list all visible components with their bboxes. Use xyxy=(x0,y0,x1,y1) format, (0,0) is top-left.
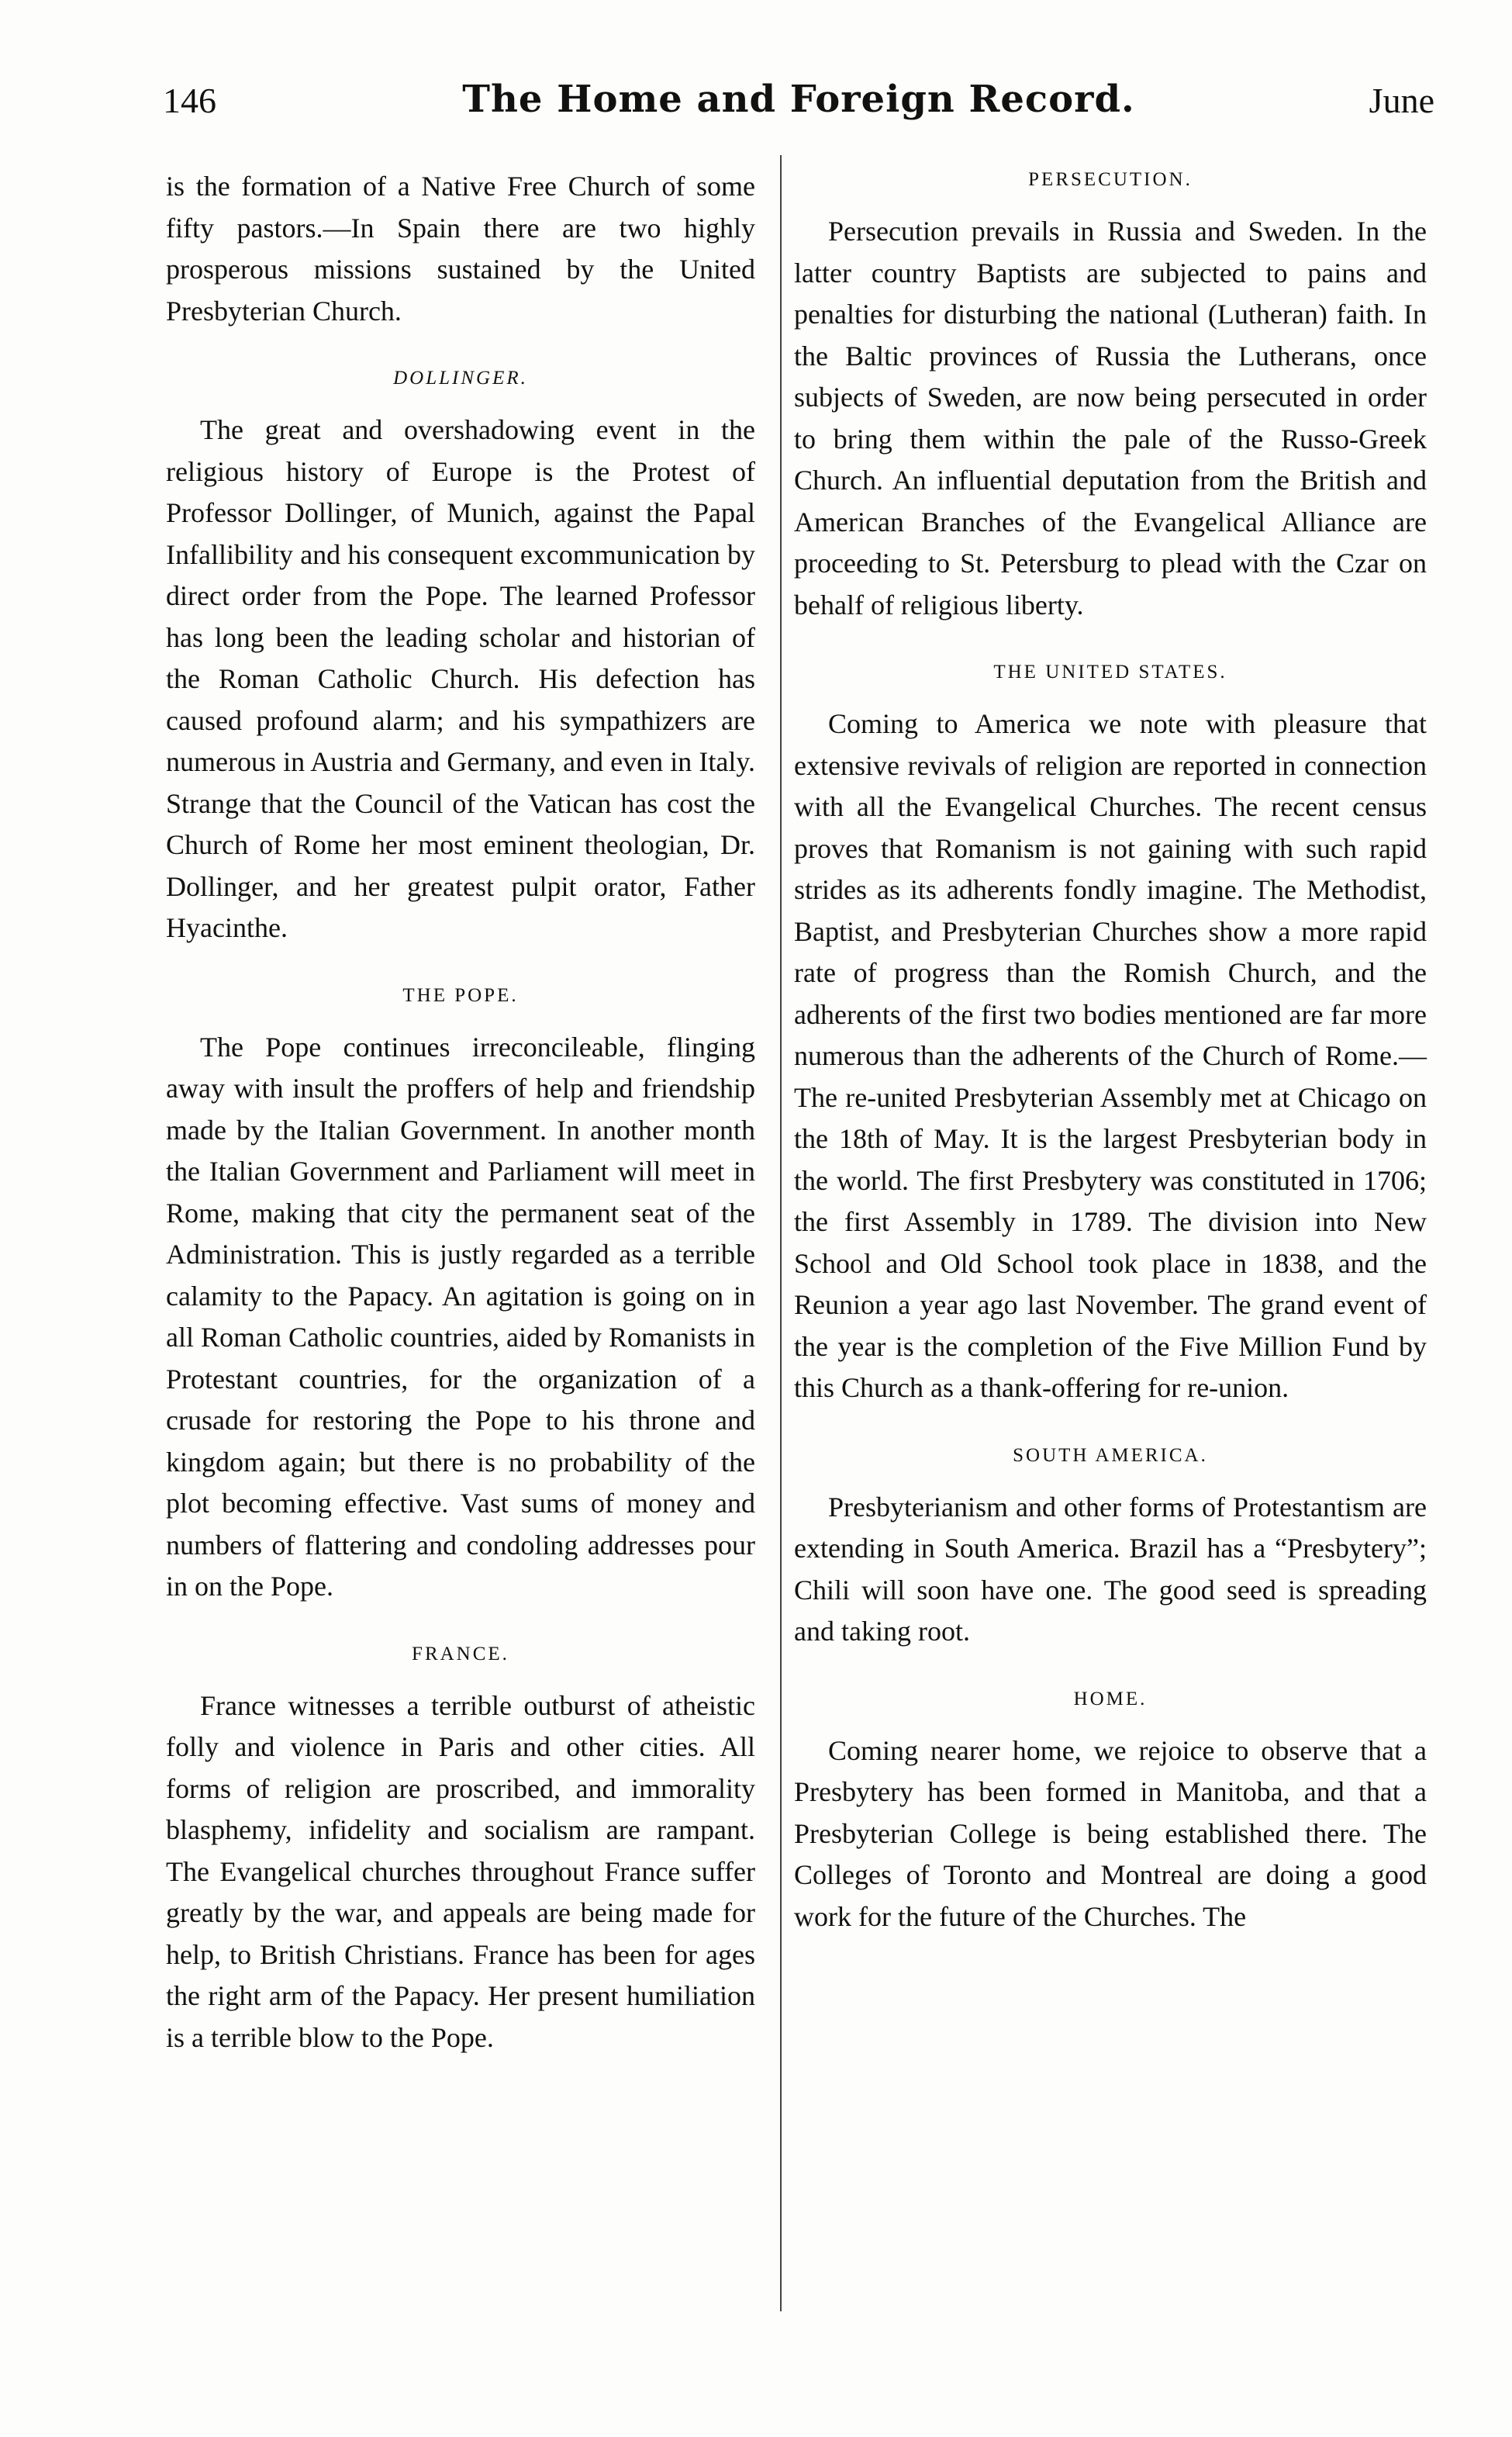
section-text-dollinger: The great and overshadowing event in the religious history of Europe is the Protest of Professor Dollinger, of Munich, against the Papal Infallibility and his consequent excommunication by direct order from the Pope. The learned Professor has long been the leading scholar and historian of the Roman Catholic Church. His defection has caused profound alarm; and his sympathizers are numerous in Austria and Germany, and even in Italy. Strange that the Council of the Vatican has cost the Church of Rome her most eminent theologian, Dr. Dollinger, and her greatest pulpit orator, Father Hyacinthe. xyxy=(166,414,755,943)
issue-month: June xyxy=(1369,81,1434,120)
column-divider xyxy=(780,155,782,2311)
section-heading-persecution: PERSECUTION. xyxy=(1028,169,1193,190)
section-text-home: Coming nearer home, we rejoice to observe that a Presbytery has been formed in Manitoba, and that a Presbyterian College is being established there. The Colleges of Toronto and Montreal are doing a good work for the future of the Churches. The xyxy=(794,1734,1427,1932)
section-text-persecution: Persecution prevails in Russia and Sweden. In the latter country Baptists are subjected to pains and penalties for disturbing the national (Lutheran) faith. In the Baltic provinces of Russia the Lutherans, once subjects of Sweden, are now being persecuted in order to bring them within the pale of the Russo-Greek Church. An influential deputation from the British and American Branches of the Evangelical Alliance are proceeding to St. Petersburg to plead with the Czar on behalf of religious liberty. xyxy=(794,216,1427,620)
section-text-south-america: Presbyterianism and other forms of Protestantism are extending in South America. Brazil has a “Presbytery”; Chili will soon have one. The good seed is spreading and taking root. xyxy=(794,1491,1427,1647)
section-text-the-pope: The Pope continues irreconcileable, flinging away with insult the proffers of help and friendship made by the Italian Government. In another month the Italian Government and Parliament will meet in Rome, making that city the permanent seat of the Administration. This is justly regarded as a terrible calamity to the Papacy. An agitation is going on in all Roman Catholic countries, aided by Romanists in Protestant countries, for the organization of a crusade for restoring the Pope to his throne and kingdom again; but there is no probability of the plot becoming effective. Vast sums of money and numbers of flattering and condoling addresses pour in on the Pope. xyxy=(166,1031,755,1602)
section-text-france: France witnesses a terrible outburst of atheistic folly and violence in Paris and other cities. All forms of religion are proscribed, and immorality blasphemy, infidelity and socialism are rampant. The Evangelical churches throughout France suffer greatly by the war, and appeals are being made for help, to British Christians. France has been for ages the right arm of the Papacy. Her present humiliation is a terrible blow to the Pope. xyxy=(166,1689,755,2053)
page-number: 146 xyxy=(163,81,216,120)
continued-paragraph: is the formation of a Native Free Church of some fifty pastors.—In Spain there are two highly prosperous missions sustained by the United Presbyterian Church. xyxy=(166,171,755,327)
journal-title: The Home and Foreign Record. xyxy=(462,78,1135,121)
section-heading-dollinger: DOLLINGER. xyxy=(393,368,528,389)
right-column xyxy=(794,166,1427,1938)
left-column xyxy=(166,166,755,2058)
section-heading-the-pope: THE POPE. xyxy=(402,984,519,1006)
section-text-united-states: Coming to America we note with pleasure that extensive revivals of religion are reported in connection with all the Evangelical Churches. The recent census proves that Romanism is not gaining with such rapid strides as its adherents fondly imagine. The Methodist, Baptist, and Presbyterian Churches show a more rapid rate of progress than the Romish Church, and the adherents of the first two bodies mentioned are far more numerous than the adherents of the Church of Rome.—The re-united Presbyterian Assembly met at Chicago on the 18th of May. It is the largest Presbyterian body in the world. The first Presbytery was constituted in 1706; the first Assembly in 1789. The division into New School and Old School took place in 1838, and the Reunion a year ago last November. The grand event of the year is the completion of the Five Million Fund by this Church as a thank-offering for re-union. xyxy=(794,708,1427,1403)
section-heading-france: FRANCE. xyxy=(412,1643,509,1664)
section-heading-home: HOME. xyxy=(1073,1688,1148,1709)
section-heading-united-states: THE UNITED STATES. xyxy=(993,662,1227,683)
section-heading-south-america: SOUTH AMERICA. xyxy=(1013,1444,1208,1466)
running-header xyxy=(163,78,1434,140)
